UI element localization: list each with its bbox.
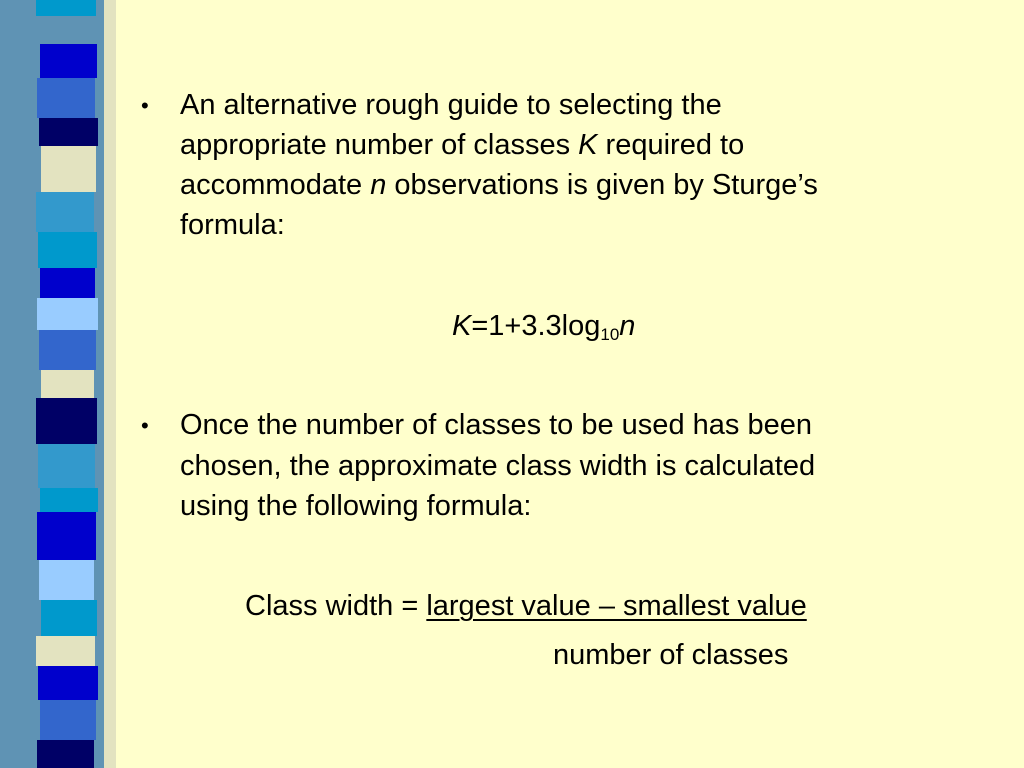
stripe-block [36, 0, 96, 16]
bullet-2-line-2: chosen, the approximate class width is calculated [180, 450, 816, 482]
stripe-block [37, 740, 94, 768]
stripe-edge [104, 0, 116, 768]
stripe-block [41, 600, 97, 636]
sturges-formula [452, 306, 635, 346]
bullet-marker-2: • [141, 413, 149, 438]
stripe-block [38, 666, 98, 700]
log-subscript: 10 [600, 325, 620, 344]
line-text: appropriate number of classes [180, 129, 579, 161]
formula-denominator: number of classes [553, 639, 789, 671]
stripe-block [41, 370, 94, 398]
stripe-block [37, 298, 98, 330]
bullet-2-line-1: Once the number of classes to be used has been [180, 409, 812, 441]
stripe-block [36, 398, 97, 444]
variable-n: n [370, 169, 387, 201]
variable-k: K [452, 310, 472, 342]
stripe-block [39, 330, 96, 370]
decorative-stripe [0, 0, 116, 768]
stripe-block [37, 512, 96, 560]
bullet-1-line-3 [180, 165, 818, 205]
stripe-block [38, 16, 94, 44]
stripe-block [40, 44, 97, 78]
bullet-marker-1: • [141, 93, 149, 118]
stripe-block [36, 636, 95, 666]
line-text: required to [597, 129, 745, 161]
bullet-2-line-3: using the following formula: [180, 490, 532, 522]
stripe-block [38, 444, 95, 488]
formula-numerator: largest value – smallest value [426, 590, 807, 622]
stripe-block [36, 192, 94, 232]
formula-expression: =1+3.3log [471, 310, 601, 342]
stripe-block [40, 700, 96, 740]
stripe-block [40, 488, 98, 512]
stripe-block [40, 268, 95, 298]
variable-n: n [619, 310, 636, 342]
stripe-block [41, 146, 96, 192]
stripe-block [39, 118, 98, 146]
stripe-block [38, 232, 97, 268]
stripe-block [37, 78, 95, 118]
stripe-block [39, 560, 94, 600]
variable-k: K [578, 129, 598, 161]
bullet-1-line-4: formula: [180, 209, 285, 241]
class-width-numerator-line [245, 586, 807, 626]
line-text: observations is given by Sturge’s [386, 169, 818, 201]
line-text: accommodate [180, 169, 371, 201]
bullet-1-line-1: An alternative rough guide to selecting the [180, 89, 722, 121]
bullet-1-line-2 [180, 125, 744, 165]
formula-label: Class width = [245, 590, 427, 622]
